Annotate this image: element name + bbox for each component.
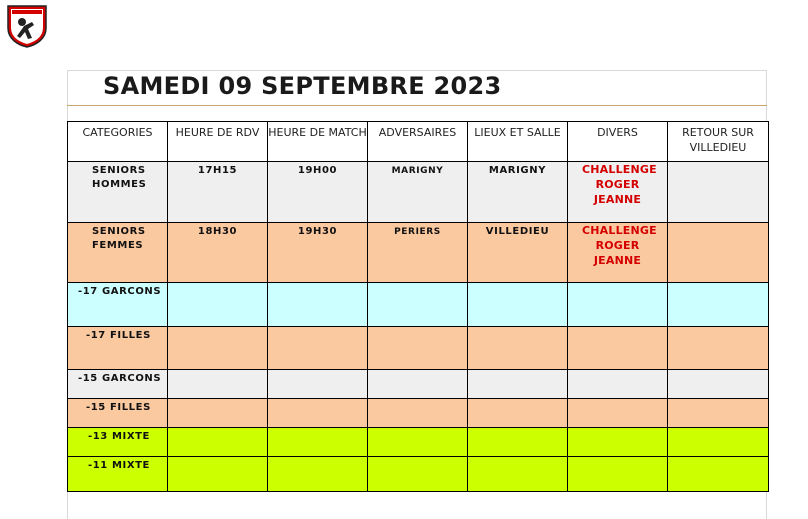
match-cell (268, 283, 367, 285)
divers-cell (568, 370, 667, 372)
handball-shield-icon (6, 2, 48, 48)
category-cell: -13 MIXTE (88, 431, 150, 442)
return-cell (668, 223, 768, 225)
match-cell (268, 399, 367, 401)
divers-cell (568, 457, 667, 459)
rdv-cell (168, 399, 267, 401)
header-heure-rdv: HEURE DE RDV (168, 122, 268, 162)
opponent-cell (368, 370, 467, 372)
header-lieux-salle: LIEUX ET SALLE (468, 122, 568, 162)
category-cell: SENIORS FEMMES (92, 226, 146, 251)
divers-cell (568, 428, 667, 430)
table-row (68, 428, 769, 457)
opponent-cell (368, 327, 467, 329)
return-cell (668, 399, 768, 401)
return-cell (668, 370, 768, 372)
return-cell (668, 428, 768, 430)
venue-cell: VILLEDIEU (485, 226, 550, 237)
header-heure-match: HEURE DE MATCH (268, 122, 368, 162)
opponent-cell: PERIERS (394, 227, 441, 237)
venue-cell (468, 428, 567, 430)
match-cell: 19H30 (297, 226, 338, 237)
category-cell: -17 GARCONS (78, 286, 162, 297)
rdv-cell (168, 428, 267, 430)
header-divers: DIVERS (568, 122, 668, 162)
category-cell: -15 FILLES (86, 402, 151, 413)
match-cell (268, 428, 367, 430)
opponent-cell (368, 399, 467, 401)
rdv-cell (168, 457, 267, 459)
table-row (68, 162, 769, 223)
match-cell (268, 370, 367, 372)
rdv-cell (168, 370, 267, 372)
category-cell: SENIORS HOMMES (92, 165, 147, 190)
venue-cell (468, 399, 567, 401)
header-categories: CATEGORIES (68, 122, 168, 162)
header-retour: RETOUR SUR VILLEDIEU (668, 122, 769, 162)
table-row (68, 327, 769, 370)
match-cell: 19H00 (297, 165, 338, 176)
return-cell (668, 283, 768, 285)
venue-cell (468, 457, 567, 459)
venue-cell (468, 370, 567, 372)
category-cell: -15 GARCONS (78, 373, 162, 384)
return-cell (668, 457, 768, 459)
rdv-cell: 17H15 (197, 165, 238, 176)
rdv-cell: 18H30 (197, 226, 238, 237)
divers-cell (568, 327, 667, 329)
schedule-table (67, 121, 769, 492)
opponent-cell: MARIGNY (391, 166, 444, 176)
table-header-row (68, 122, 769, 162)
table-row (68, 283, 769, 327)
divers-cell (568, 283, 667, 285)
divers-cell: CHALLENGE ROGER JEANNE (582, 163, 657, 206)
opponent-cell (368, 283, 467, 285)
return-cell (668, 162, 768, 164)
venue-cell: MARIGNY (488, 165, 547, 176)
divers-cell: CHALLENGE ROGER JEANNE (582, 224, 657, 267)
return-cell (668, 327, 768, 329)
rdv-cell (168, 283, 267, 285)
rdv-cell (168, 327, 267, 329)
table-row (68, 457, 769, 492)
opponent-cell (368, 428, 467, 430)
table-row (68, 399, 769, 428)
table-row (68, 223, 769, 283)
title-divider (67, 105, 767, 106)
venue-cell (468, 283, 567, 285)
header-adversaires: ADVERSAIRES (368, 122, 468, 162)
match-cell (268, 327, 367, 329)
club-logo (6, 2, 48, 48)
venue-cell (468, 327, 567, 329)
table-row (68, 370, 769, 399)
match-cell (268, 457, 367, 459)
page-title: SAMEDI 09 SEPTEMBRE 2023 (103, 72, 502, 100)
opponent-cell (368, 457, 467, 459)
category-cell: -17 FILLES (86, 330, 151, 341)
category-cell: -11 MIXTE (88, 460, 150, 471)
divers-cell (568, 399, 667, 401)
